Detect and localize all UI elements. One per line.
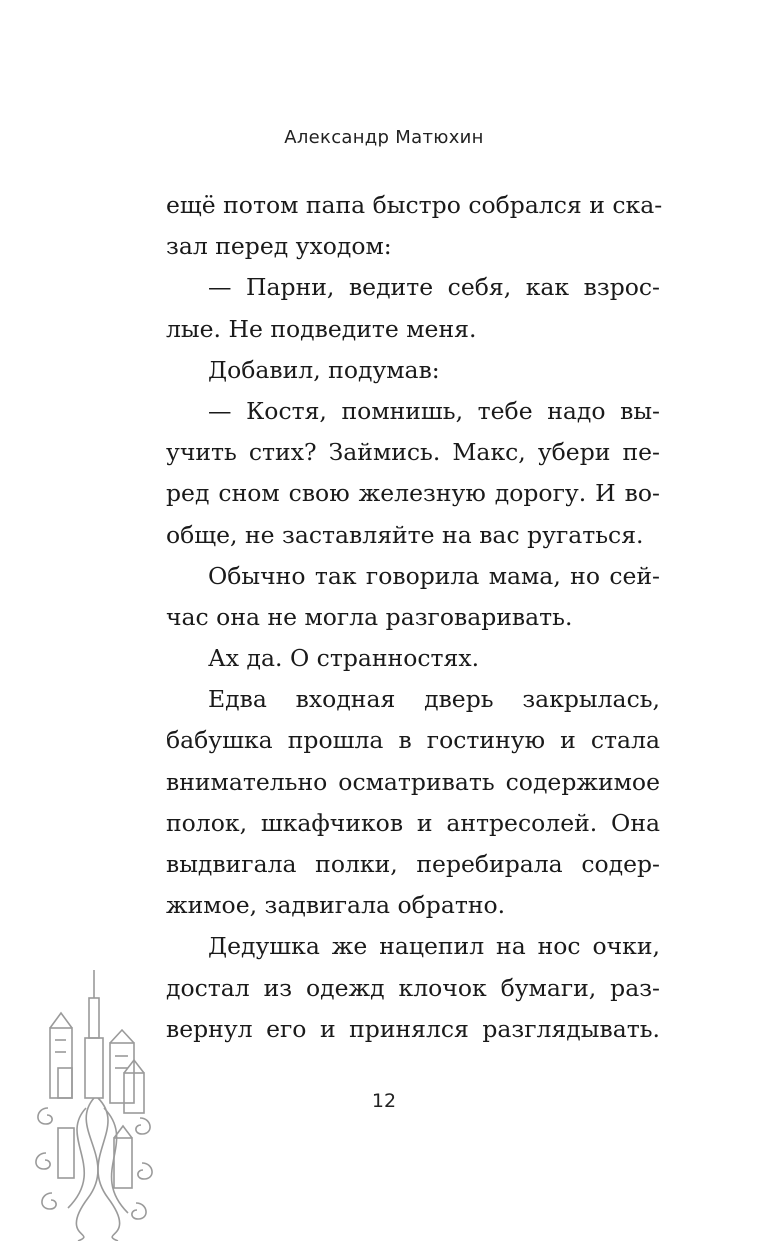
body-text: [166, 185, 663, 1050]
text-line: — Парни, ведите себя, как взрос-: [208, 273, 660, 302]
text-line: жимое, задвигала обратно.: [166, 891, 506, 920]
text-line: достал из одежд клочок бумаги, раз-: [166, 973, 660, 1002]
page-number: 12: [371, 1090, 397, 1112]
running-head: Александр Матюхин: [284, 127, 484, 148]
text-line: бабушка прошла в гостиную и стала: [166, 726, 660, 755]
text-line: внимательно осматривать содержимое: [166, 767, 660, 796]
text-line: обще, не заставляйте на вас ругаться.: [166, 520, 644, 549]
text-line: Дедушка же нацепил на нос очки,: [208, 932, 660, 961]
text-line: лые. Не подведите меня.: [166, 314, 477, 343]
city-swirl-ornament-icon: [28, 968, 158, 1241]
text-line: Едва входная дверь закрылась,: [208, 685, 660, 714]
text-line: полок, шкафчиков и антресолей. Она: [166, 808, 660, 837]
text-line: Добавил, подумав:: [208, 355, 440, 384]
text-line: — Костя, помнишь, тебе надо вы-: [208, 396, 660, 425]
text-line: ред сном свою железную дорогу. И во-: [166, 479, 660, 508]
text-line: ещё потом папа быстро собрался и ска-: [166, 191, 663, 219]
text-line: Обычно так говорила мама, но сей-: [208, 561, 660, 590]
text-line: Ах да. О странностях.: [208, 644, 480, 673]
text-line: зал перед уходом:: [166, 232, 392, 261]
text-line: выдвигала полки, перебирала содер-: [166, 850, 660, 878]
text-line: учить стих? Займись. Макс, убери пе-: [166, 438, 660, 467]
text-line: час она не могла разговаривать.: [166, 602, 573, 631]
text-line: вернул его и принялся разглядывать.: [166, 1014, 660, 1043]
